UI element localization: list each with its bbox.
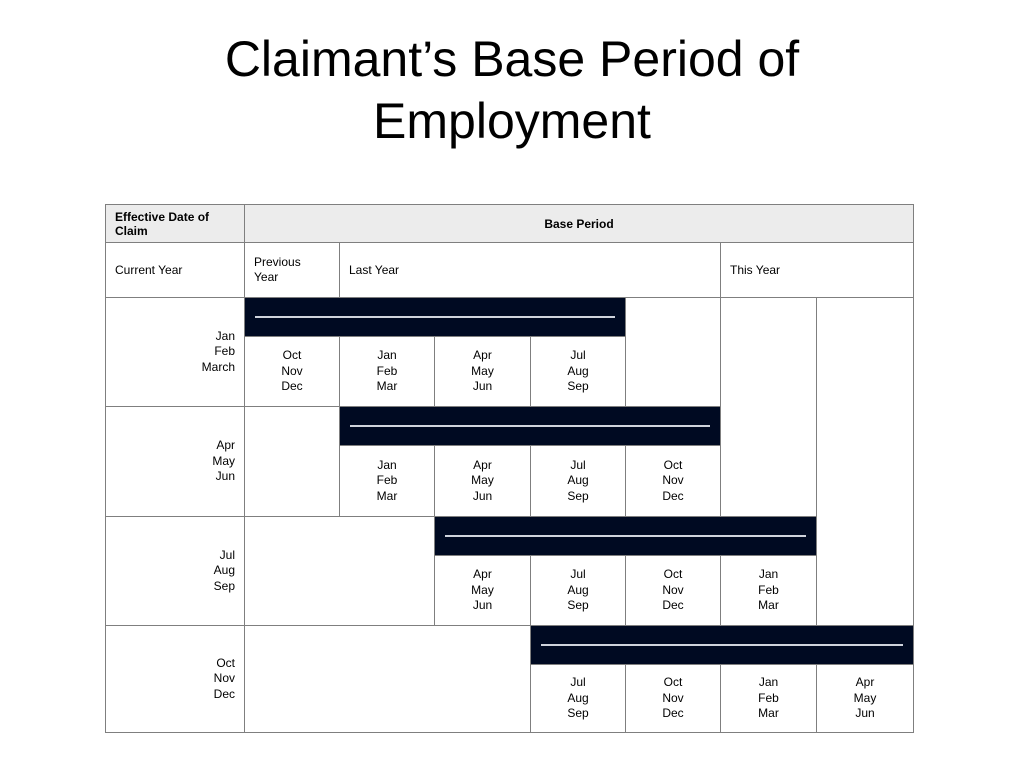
claim-month: Jan xyxy=(215,328,235,343)
quarter-month: Apr xyxy=(473,348,492,363)
quarter-cell xyxy=(530,555,626,626)
quarter-month: Jul xyxy=(570,457,586,472)
subheader-this-year xyxy=(720,242,914,298)
quarter-cell xyxy=(530,664,626,733)
header-base-period xyxy=(244,204,914,243)
quarter-month: Oct xyxy=(282,348,302,363)
claim-month: Jun xyxy=(215,469,235,484)
quarter-cell xyxy=(720,664,817,733)
quarter-month: May xyxy=(471,363,494,378)
quarter-month: May xyxy=(471,582,494,597)
claim-month: Oct xyxy=(216,655,235,670)
quarter-month: Aug xyxy=(567,473,589,488)
claim-month: Feb xyxy=(214,344,235,359)
claim-month: Sep xyxy=(213,578,235,593)
base-period-bar-row-4 xyxy=(530,625,914,665)
empty-cell xyxy=(816,297,914,626)
quarter-month: Jul xyxy=(570,348,586,363)
quarter-cell xyxy=(244,336,340,407)
quarter-cell xyxy=(816,664,914,733)
slide-title-line-2: Employment xyxy=(373,93,651,149)
bar-line xyxy=(541,644,903,646)
claim-months-row-4 xyxy=(105,625,245,733)
quarter-cell xyxy=(625,555,721,626)
quarter-month: Dec xyxy=(662,706,684,721)
quarter-month: Feb xyxy=(376,473,398,488)
quarter-month: Sep xyxy=(567,598,589,613)
claim-month: Dec xyxy=(213,686,235,701)
quarter-month: May xyxy=(853,690,877,705)
quarter-month: Jan xyxy=(758,675,779,690)
quarter-month: Nov xyxy=(662,690,684,705)
quarter-month: Dec xyxy=(662,598,684,613)
quarter-cell xyxy=(530,336,626,407)
bar-line xyxy=(350,425,710,427)
header-base-period-label: Base Period xyxy=(544,216,614,231)
quarter-month: Aug xyxy=(567,363,589,378)
claim-months-row-3 xyxy=(105,516,245,626)
empty-cell xyxy=(625,297,721,407)
quarter-month: Feb xyxy=(758,690,779,705)
empty-cell xyxy=(244,406,340,517)
quarter-cell xyxy=(625,445,721,517)
quarter-month: Jan xyxy=(377,457,397,472)
empty-cell xyxy=(244,516,436,626)
quarter-month: Jun xyxy=(472,488,493,503)
empty-cell xyxy=(244,625,531,733)
quarter-month: Jun xyxy=(855,706,875,721)
subheader-last-year-label: Last Year xyxy=(349,263,400,277)
quarter-cell xyxy=(625,664,721,733)
quarter-cell xyxy=(720,555,817,626)
quarter-month: Apr xyxy=(473,567,492,582)
quarter-month: Mar xyxy=(758,598,779,613)
quarter-month: Jul xyxy=(570,567,586,582)
claim-months-row-1 xyxy=(105,297,245,407)
claim-month: Aug xyxy=(213,563,235,578)
quarter-month: Oct xyxy=(663,675,683,690)
subheader-previous-year-line-2: Year xyxy=(254,270,279,284)
quarter-month: Jul xyxy=(570,675,586,690)
claim-month: Apr xyxy=(216,438,235,453)
base-period-bar-row-3 xyxy=(434,516,817,556)
slide-title-line-1: Claimant’s Base Period of xyxy=(224,31,800,87)
quarter-month: Nov xyxy=(281,363,303,378)
quarter-month: Sep xyxy=(567,488,589,503)
empty-cell xyxy=(720,297,817,517)
claim-month: Jul xyxy=(219,547,235,562)
quarter-month: Jan xyxy=(377,348,397,363)
quarter-month: Mar xyxy=(376,488,398,503)
quarter-month: Jan xyxy=(758,567,779,582)
quarter-month: May xyxy=(471,473,494,488)
quarter-cell xyxy=(434,445,531,517)
quarter-month: Jun xyxy=(472,379,493,394)
subheader-previous-year-line-1: Previous xyxy=(254,255,301,269)
claim-months-row-2 xyxy=(105,406,245,517)
slide-title xyxy=(0,28,1024,152)
base-period-table xyxy=(105,204,914,733)
quarter-month: Oct xyxy=(663,567,683,582)
quarter-month: Dec xyxy=(662,488,684,503)
quarter-month: Feb xyxy=(758,582,779,597)
subheader-previous-year xyxy=(244,242,340,298)
subheader-current-year xyxy=(105,242,245,298)
subheader-last-year xyxy=(339,242,721,298)
quarter-month: Oct xyxy=(663,457,683,472)
quarter-cell xyxy=(530,445,626,517)
quarter-cell xyxy=(339,445,435,517)
claim-month: Nov xyxy=(213,671,235,686)
quarter-month: Sep xyxy=(567,379,589,394)
quarter-month: Apr xyxy=(473,457,492,472)
quarter-month: Mar xyxy=(376,379,398,394)
quarter-cell xyxy=(434,336,531,407)
quarter-month: Aug xyxy=(567,690,589,705)
base-period-bar-row-1 xyxy=(244,297,626,337)
base-period-bar-row-2 xyxy=(339,406,721,446)
claim-month: March xyxy=(201,359,235,374)
quarter-month: Sep xyxy=(567,706,589,721)
quarter-cell xyxy=(434,555,531,626)
quarter-month: Nov xyxy=(662,473,684,488)
header-effective-date xyxy=(105,204,245,243)
subheader-this-year-label: This Year xyxy=(730,263,781,277)
bar-line xyxy=(255,316,615,318)
quarter-month: Dec xyxy=(281,379,303,394)
quarter-month: Feb xyxy=(376,363,398,378)
subheader-current-year-label: Current Year xyxy=(115,263,183,277)
bar-line xyxy=(445,535,806,537)
quarter-month: Mar xyxy=(758,706,779,721)
quarter-month: Nov xyxy=(662,582,684,597)
quarter-month: Apr xyxy=(855,675,875,690)
quarter-cell xyxy=(339,336,435,407)
quarter-month: Jun xyxy=(472,598,493,613)
claim-month: May xyxy=(212,453,235,468)
quarter-month: Aug xyxy=(567,582,589,597)
header-effective-date-label: Effective Date of Claim xyxy=(115,209,210,238)
